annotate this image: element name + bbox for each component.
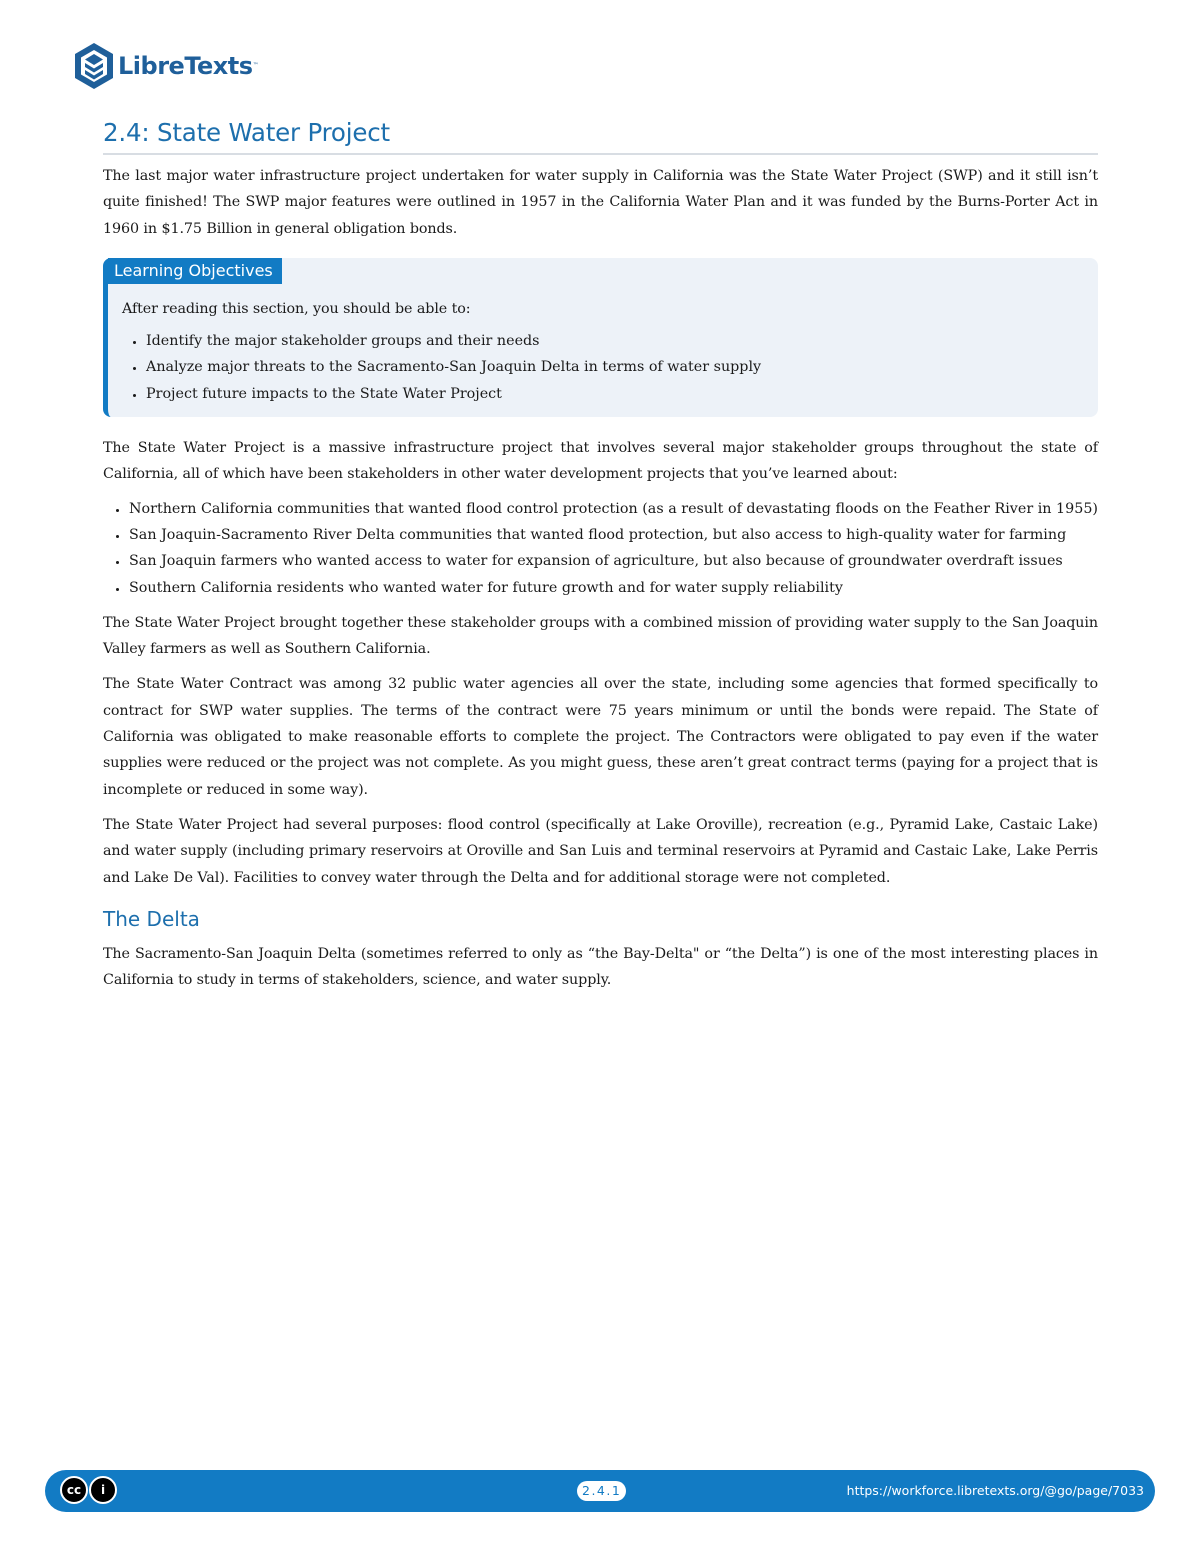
list-item: • Identify the major stakeholder groups and their needs — [146, 328, 1082, 354]
mission-paragraph: The State Water Project brought together these stakeholder groups with a combined mission of providing water supply to the San Joaquin Valley farmers as well as Southern California. — [103, 614, 1098, 658]
libretexts-logo — [72, 40, 259, 92]
stakeholders-list — [103, 496, 1098, 601]
page-url-link[interactable]: https://workforce.libretexts.org/@go/page/7033 — [846, 1483, 1144, 1498]
page-title: 2.4: State Water Project — [103, 118, 1098, 155]
cc-icon: cc — [60, 1476, 88, 1504]
stakeholders-paragraph: The State Water Project is a massive infrastructure project that involves several major stakeholder groups throughout the state of California, all of which have been stakeholders in other water development projects that you’ve learned about: — [103, 440, 1098, 483]
cc-license-badge[interactable] — [60, 1476, 117, 1504]
intro-paragraph: The last major water infrastructure project undertaken for water supply in California was the State Water Project (SWP) and it still isn’t quite finished! The SWP major features were outlined in 1957 in the California Water Plan and it was funded by the Burns-Porter Act in 1960 in $1.75 Billion in general obligation bonds. — [103, 168, 1098, 237]
delta-paragraph: The Sacramento-San Joaquin Delta (sometimes referred to only as “the Bay-Delta" or “the Delta”) is one of the most interesting places in California to study in terms of stakeholders, science, and water supply. — [103, 945, 1098, 989]
list-item: • Northern California communities that wanted flood control protection (as a result of devastating floods on the Feather River in 1955) — [129, 496, 1098, 522]
libretexts-logo-icon — [72, 41, 116, 91]
list-item: • Southern California residents who wanted water for future growth and for water supply reliability — [129, 575, 1098, 601]
delta-heading: The Delta — [103, 906, 200, 931]
contract-paragraph: The State Water Contract was among 32 public water agencies all over the state, including some agencies that formed specifically to contract for SWP water supplies. The terms of the contract were 75 years minimum or until the bonds were repaid. The State of California was obligated to make reasonable efforts to complete the project. The Contractors were obligated to pay even if the water supplies were reduced or the project was not complete. As you might guess, these aren’t great contract terms (paying for a project that is incomplete or reduced in some way). — [103, 676, 1098, 798]
logo-trademark: ™ — [252, 62, 259, 69]
purposes-paragraph: The State Water Project had several purposes: flood control (specifically at Lake Oroville), recreation (e.g., Pyramid Lake, Castaic Lake) and water supply (including primary reservoirs at Oroville and San Luis and terminal reservoirs at Pyramid and Castaic Lake, Lake Perris and Lake De Val). Facilities to convey water through the Delta and for additional storage were not completed. — [103, 816, 1098, 886]
page-content — [103, 118, 1098, 993]
list-item: • Project future impacts to the State Water Project — [146, 381, 1082, 407]
list-item: • Analyze major threats to the Sacramento-San Joaquin Delta in terms of water supply — [146, 354, 1082, 380]
learning-objectives-box — [103, 258, 1098, 417]
learning-objectives-lead: After reading this section, you should be able to: — [122, 300, 471, 317]
attribution-icon: i — [89, 1476, 117, 1504]
learning-objectives-title: Learning Objectives — [108, 258, 282, 284]
list-item: • San Joaquin-Sacramento River Delta communities that wanted flood protection, but also access to high-quality water for farming — [129, 522, 1098, 548]
logo-wordmark: LibreTexts — [118, 52, 253, 80]
page-number: 2.4.1 — [577, 1481, 626, 1501]
list-item: • San Joaquin farmers who wanted access to water for expansion of agriculture, but also because of groundwater overdraft issues — [129, 548, 1098, 574]
learning-objectives-list — [122, 328, 1082, 407]
